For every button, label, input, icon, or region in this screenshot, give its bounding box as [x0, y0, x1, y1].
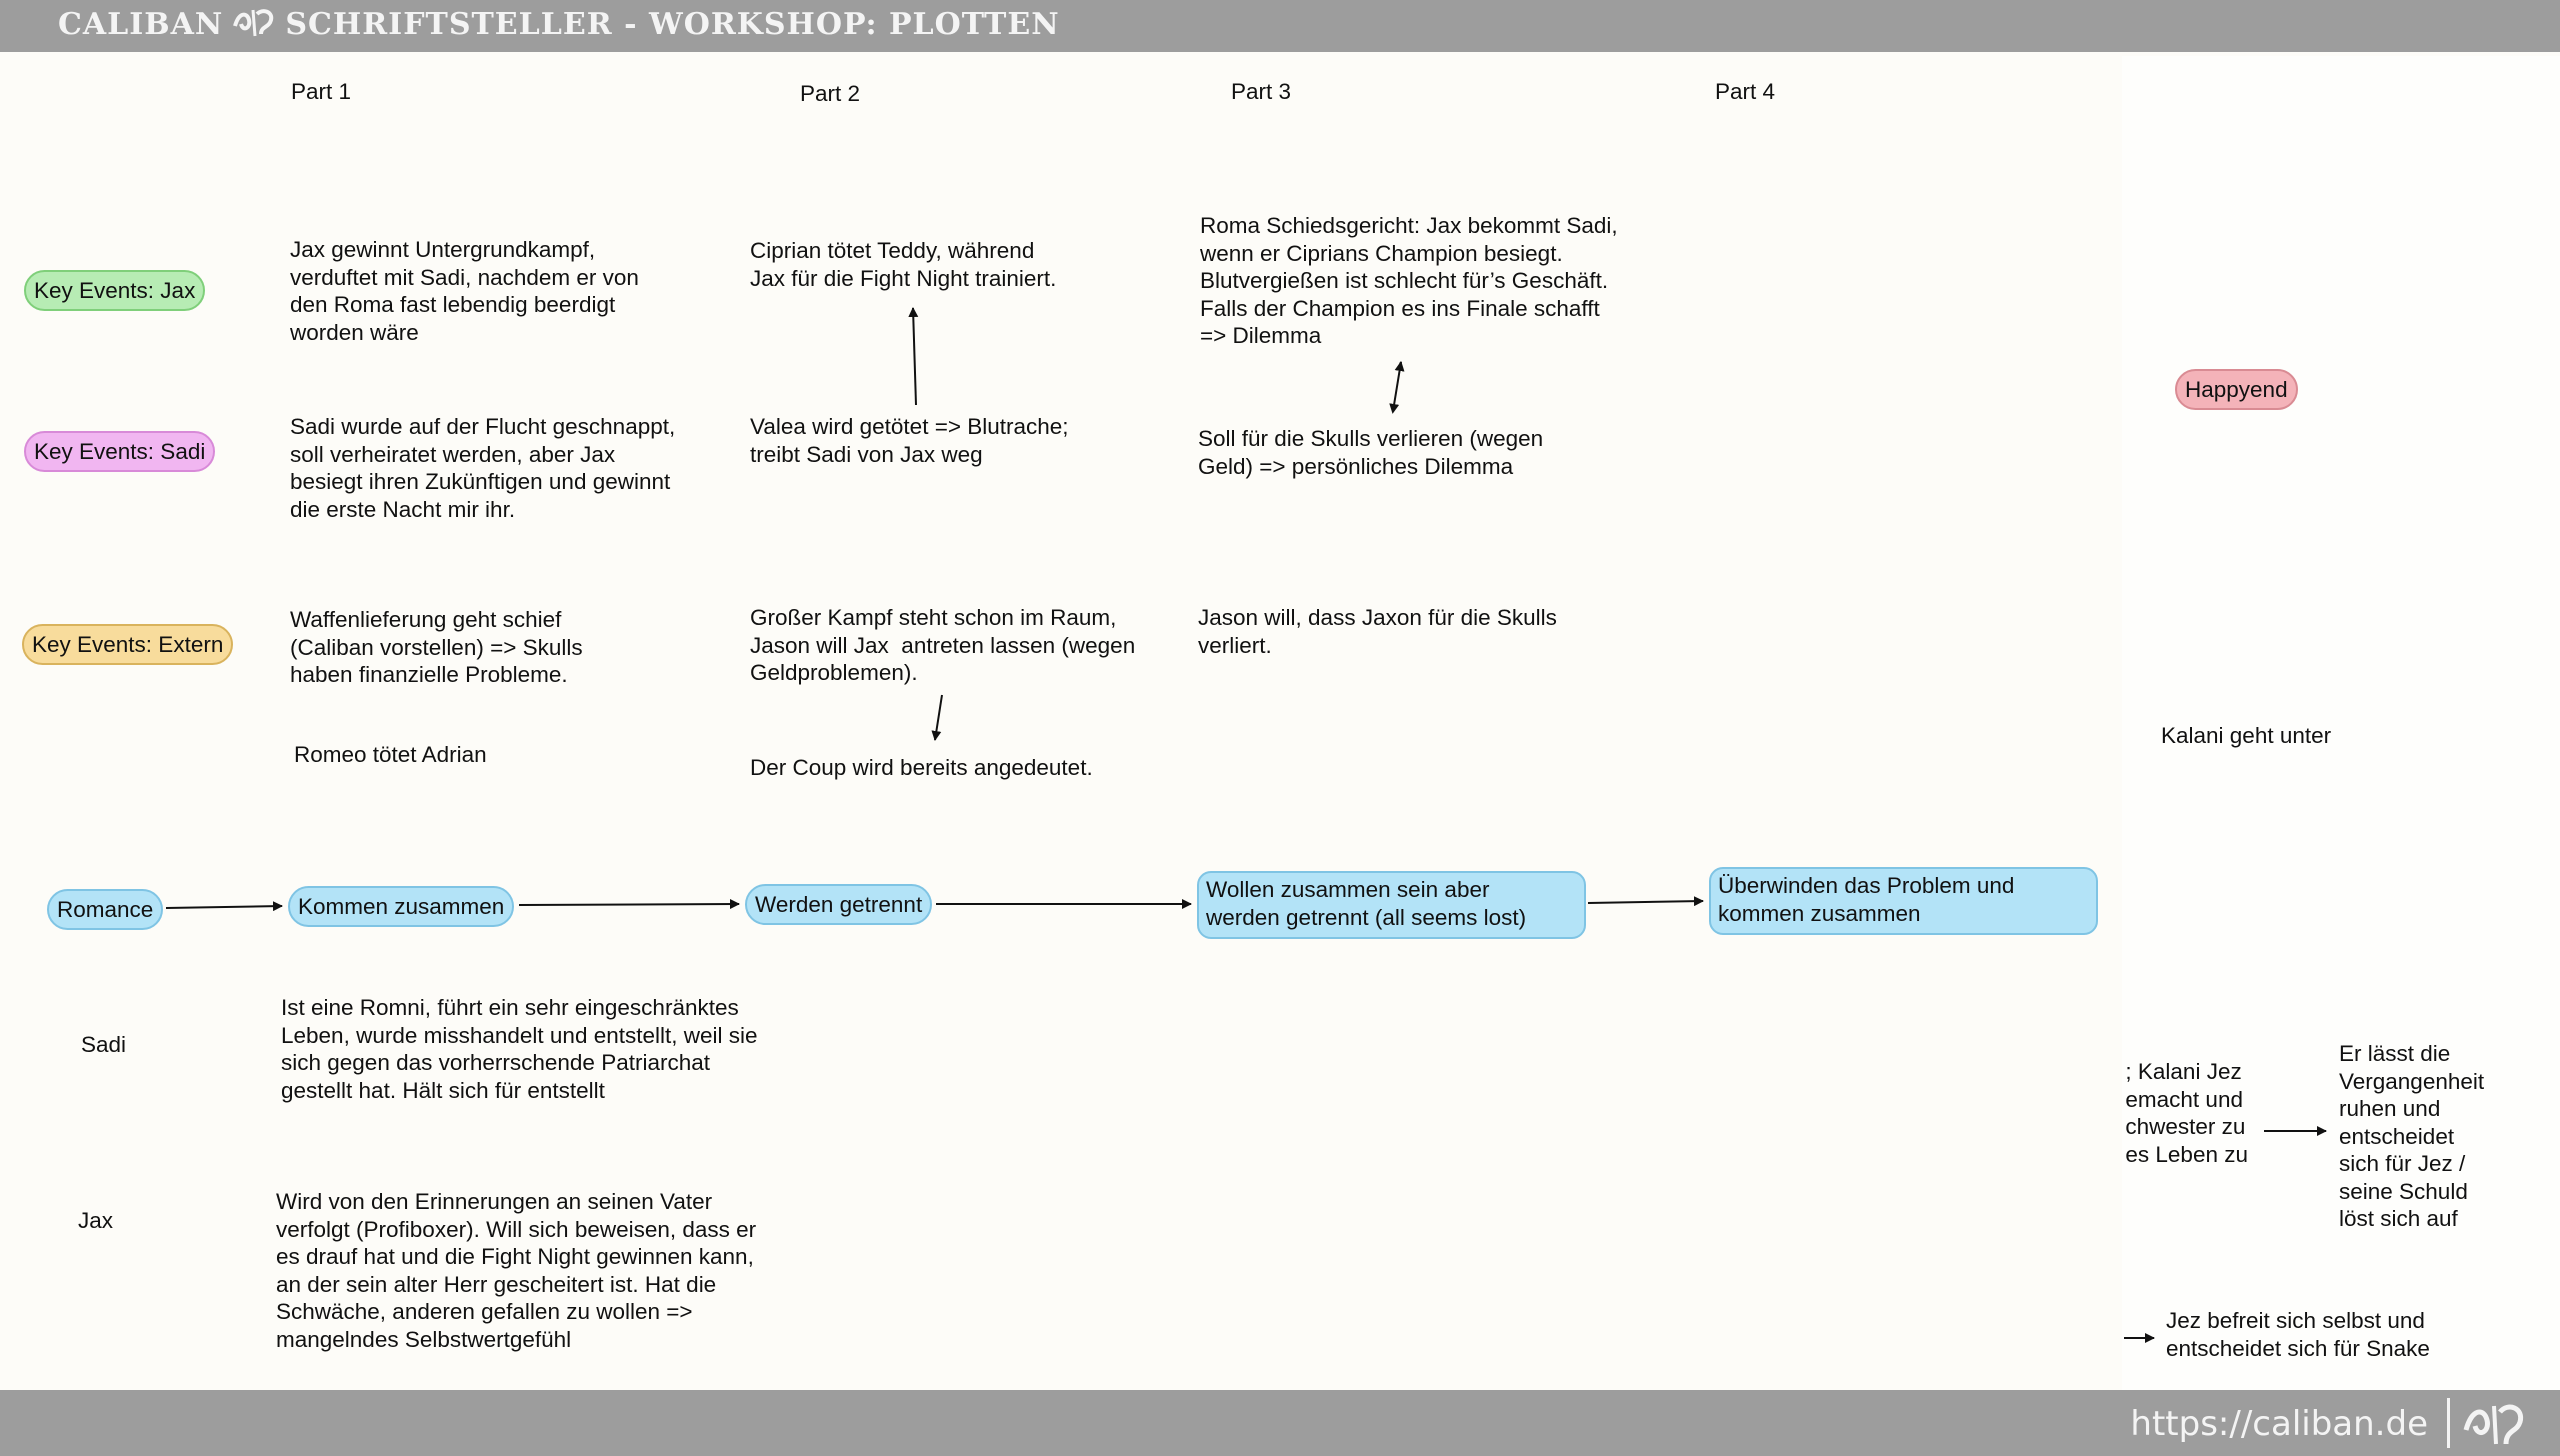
header-title-left: CALIBAN: [58, 7, 224, 42]
happyend-label: Happyend: [2175, 369, 2298, 410]
footer-separator: [2447, 1398, 2450, 1448]
column-header-part-4: Part 4: [1715, 79, 1776, 104]
character-desc-jax: Wird von den Erinnerungen an seinen Vater verfolgt (Profiboxer). Will sich beweisen, dass er es drauf hat und die Fight Night gewinnen kann, an der sein alter Herr gescheitert ist. Hat die Schwäche, anderen gefallen zu wollen => mangelndes Selbstwertgefühl: [276, 1189, 757, 1352]
romance-step-2: Werden getrennt: [745, 884, 932, 925]
character-label-sadi: Sadi: [81, 1032, 127, 1057]
key-events-extern-label: Key Events: Extern: [22, 624, 233, 665]
right-panel-clipped-text: ; Kalani Jez emacht und chwester zu es Leben zu: [2125, 1059, 2248, 1167]
jax-event-part-1: Jax gewinnt Untergrundkampf, verduftet mit Sadi, nachdem er von den Roma fast lebendig beerdigt worden wäre: [290, 237, 639, 345]
key-events-jax-label: Key Events: Jax: [24, 270, 205, 311]
header-bar: [0, 0, 2560, 52]
right-panel-jax-end: Er lässt die Vergangenheit ruhen und entscheidet sich für Jez / seine Schuld löst sich auf: [2339, 1041, 2485, 1231]
caliban-logo-icon: [231, 6, 277, 38]
extern-event-part-2b: Der Coup wird bereits angedeutet.: [750, 755, 1093, 780]
jax-event-part-2: Ciprian tötet Teddy, während Jax für die Fight Night trainiert.: [750, 238, 1057, 291]
sadi-event-part-2: Valea wird getötet => Blutrache; treibt Sadi von Jax weg: [750, 414, 1069, 467]
romance-step-1: Kommen zusammen: [288, 886, 514, 927]
column-header-part-2: Part 2: [800, 81, 861, 106]
romance-step-4: Überwinden das Problem und kommen zusammen: [1709, 867, 2098, 935]
column-header-part-1: Part 1: [291, 79, 352, 104]
column-header-part-3: Part 3: [1231, 79, 1292, 104]
extern-event-kalani: Kalani geht unter: [2161, 723, 2332, 748]
extern-event-part-1b: Romeo tötet Adrian: [294, 742, 487, 767]
extern-event-part-3: Jason will, dass Jaxon für die Skulls verliert.: [1198, 605, 1557, 658]
caliban-logo-icon: [2460, 1400, 2530, 1448]
jax-event-part-3: Roma Schiedsgericht: Jax bekommt Sadi, wenn er Ciprians Champion besiegt. Blutvergießen ist schlecht für’s Geschäft. Falls der Champion es ins Finale schafft => Dilemma: [1200, 213, 1618, 348]
extern-event-part-1: Waffenlieferung geht schief (Caliban vorstellen) => Skulls haben finanzielle Probleme.: [290, 607, 583, 687]
header-brand: [58, 6, 1060, 42]
key-events-sadi-label: Key Events: Sadi: [24, 431, 215, 472]
footer-url[interactable]: https://caliban.de: [2130, 1404, 2428, 1444]
footer-bar: [0, 1390, 2560, 1456]
character-label-jax: Jax: [78, 1208, 114, 1233]
extern-event-part-2: Großer Kampf steht schon im Raum, Jason will Jax antreten lassen (wegen Geldproblemen).: [750, 605, 1136, 685]
header-title-right: SCHRIFTSTELLER - WORKSHOP: PLOTTEN: [285, 7, 1060, 42]
romance-step-3: Wollen zusammen sein aber werden getrennt (all seems lost): [1197, 871, 1586, 939]
clipped-text-container: [2122, 1055, 2248, 1175]
sadi-event-part-1: Sadi wurde auf der Flucht geschnappt, soll verheiratet werden, aber Jax besiegt ihren Zukünftigen und gewinnt die erste Nacht mir ihr.: [290, 414, 676, 522]
character-desc-sadi: Ist eine Romni, führt ein sehr eingeschränktes Leben, wurde misshandelt und entstellt, weil sie sich gegen das vorherrschende Patriarchat gestellt hat. Hält sich für entstellt: [281, 995, 758, 1103]
sadi-event-part-3: Soll für die Skulls verlieren (wegen Geld) => persönliches Dilemma: [1198, 426, 1544, 479]
romance-label: Romance: [47, 889, 163, 930]
right-panel-jez-end: Jez befreit sich selbst und entscheidet sich für Snake: [2166, 1308, 2430, 1361]
